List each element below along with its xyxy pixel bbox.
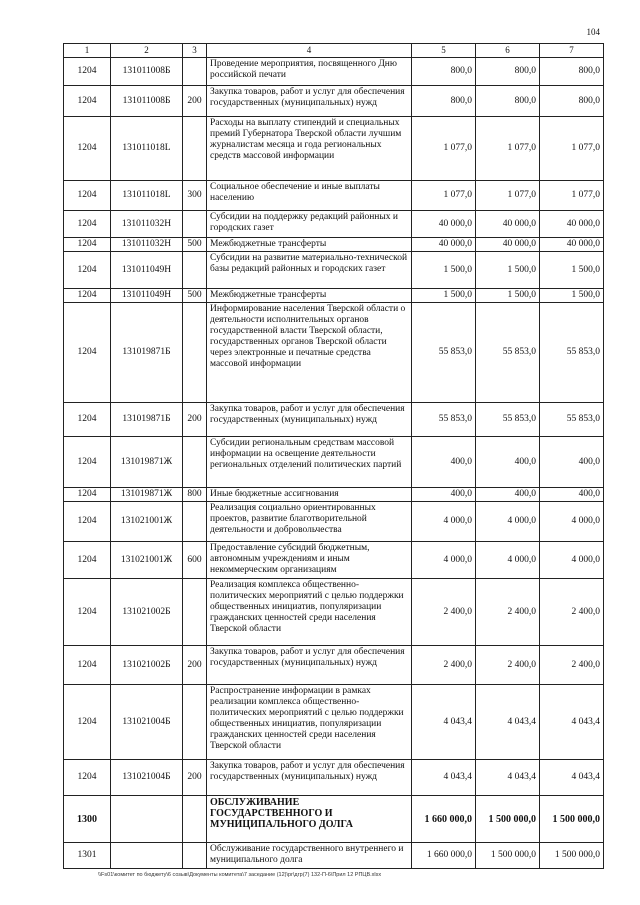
cell-c1: 1204	[64, 252, 111, 289]
cell-c5: 800,0	[412, 58, 476, 86]
cell-c2: 131021001Ж	[111, 502, 183, 542]
cell-c4: Межбюджетные трансферты	[207, 238, 412, 252]
cell-c5: 55 853,0	[412, 403, 476, 437]
cell-c7: 4 043,4	[540, 685, 604, 760]
cell-c6: 40 000,0	[476, 211, 540, 238]
cell-c6: 55 853,0	[476, 303, 540, 403]
cell-c7: 400,0	[540, 437, 604, 488]
cell-c5: 2 400,0	[412, 579, 476, 646]
cell-c7: 1 500,0	[540, 252, 604, 289]
cell-c3	[183, 502, 207, 542]
table-row	[64, 843, 604, 869]
cell-c3	[183, 685, 207, 760]
cell-c1: 1204	[64, 403, 111, 437]
cell-c2: 131019871Б	[111, 403, 183, 437]
cell-c7: 2 400,0	[540, 646, 604, 685]
table-row	[64, 488, 604, 502]
cell-c5: 55 853,0	[412, 303, 476, 403]
cell-c2: 131019871Ж	[111, 488, 183, 502]
cell-c6: 800,0	[476, 58, 540, 86]
cell-c6: 1 500 000,0	[476, 843, 540, 869]
cell-c4: Распространение информации в рамках реализации комплекса общественно-политических мероприятий с целью поддержки общественных инициатив, популяризации гражданских ценностей среди населения Тверской области	[207, 685, 412, 760]
cell-c6: 4 043,4	[476, 760, 540, 796]
cell-c4: Предоставление субсидий бюджетным, автономным учреждениям и иным некоммерческим организациям	[207, 542, 412, 579]
cell-c3: 200	[183, 86, 207, 117]
cell-c1: 1204	[64, 211, 111, 238]
cell-c7: 1 500 000,0	[540, 843, 604, 869]
cell-c2: 131011032Н	[111, 211, 183, 238]
cell-c3	[183, 796, 207, 843]
cell-c6: 2 400,0	[476, 579, 540, 646]
cell-c4: Закупка товаров, работ и услуг для обеспечения государственных (муниципальных) нужд	[207, 86, 412, 117]
header-col-5: 5	[412, 44, 476, 58]
cell-c5: 1 077,0	[412, 181, 476, 211]
cell-c2: 131021004Б	[111, 760, 183, 796]
cell-c7: 4 000,0	[540, 502, 604, 542]
cell-c3	[183, 843, 207, 869]
table-row	[64, 211, 604, 238]
table-row	[64, 181, 604, 211]
page-number: 104	[586, 27, 600, 37]
cell-c5: 2 400,0	[412, 646, 476, 685]
cell-c4: Расходы на выплату стипендий и специальных премий Губернатора Тверской области лучшим журналистам месяца и года региональных средств массовой информации	[207, 117, 412, 181]
table-row	[64, 685, 604, 760]
table-row	[64, 58, 604, 86]
table-row	[64, 403, 604, 437]
cell-c1: 1204	[64, 86, 111, 117]
cell-c2: 131011018L	[111, 181, 183, 211]
header-col-1: 1	[64, 44, 111, 58]
cell-c4: Закупка товаров, работ и услуг для обеспечения государственных (муниципальных) нужд	[207, 646, 412, 685]
table-row	[64, 579, 604, 646]
cell-c1: 1204	[64, 646, 111, 685]
cell-c2: 131021002Б	[111, 579, 183, 646]
cell-c5: 1 660 000,0	[412, 843, 476, 869]
cell-c7: 1 077,0	[540, 181, 604, 211]
cell-c3: 800	[183, 488, 207, 502]
cell-c2	[111, 796, 183, 843]
cell-c4: Проведение мероприятия, посвященного Дню российской печати	[207, 58, 412, 86]
cell-c1: 1204	[64, 437, 111, 488]
cell-c2: 131021001Ж	[111, 542, 183, 579]
cell-c1: 1204	[64, 289, 111, 303]
cell-c1: 1204	[64, 181, 111, 211]
cell-c1: 1204	[64, 579, 111, 646]
cell-c6: 400,0	[476, 437, 540, 488]
table-row	[64, 796, 604, 843]
cell-c3: 200	[183, 403, 207, 437]
cell-c1: 1204	[64, 488, 111, 502]
cell-c4: Субсидии на поддержку редакций районных и городских газет	[207, 211, 412, 238]
cell-c4: Иные бюджетные ассигнования	[207, 488, 412, 502]
cell-c7: 4 000,0	[540, 542, 604, 579]
cell-c3: 200	[183, 760, 207, 796]
table-row	[64, 252, 604, 289]
cell-c1: 1301	[64, 843, 111, 869]
cell-c5: 40 000,0	[412, 211, 476, 238]
cell-c7: 4 043,4	[540, 760, 604, 796]
cell-c3	[183, 303, 207, 403]
cell-c5: 1 500,0	[412, 252, 476, 289]
cell-c2: 131021002Б	[111, 646, 183, 685]
table-row	[64, 646, 604, 685]
file-path-footer: \\Fs01\комитет по бюджету\6 созыв\Документы комитета\7 заседание (12)\pr\дгр(7) 132-П-6\Прил 12 РПЦВ.xlsx	[98, 872, 382, 878]
table-row	[64, 117, 604, 181]
cell-c6: 1 077,0	[476, 181, 540, 211]
cell-c3	[183, 579, 207, 646]
cell-c7: 40 000,0	[540, 211, 604, 238]
cell-c2: 131011049Н	[111, 252, 183, 289]
cell-c3: 600	[183, 542, 207, 579]
cell-c7: 1 500,0	[540, 289, 604, 303]
cell-c4: Реализация социально ориентированных проектов, развитие благотворительной деятельности и добровольчества	[207, 502, 412, 542]
cell-c3	[183, 117, 207, 181]
header-col-7: 7	[540, 44, 604, 58]
cell-c1: 1204	[64, 542, 111, 579]
cell-c5: 400,0	[412, 437, 476, 488]
cell-c7: 400,0	[540, 488, 604, 502]
cell-c3: 500	[183, 238, 207, 252]
cell-c5: 800,0	[412, 86, 476, 117]
cell-c4: Реализация комплекса общественно-политических мероприятий с целью поддержки общественных инициатив, популяризации гражданских ценностей среди населения Тверской области	[207, 579, 412, 646]
header-col-2: 2	[111, 44, 183, 58]
cell-c1: 1204	[64, 502, 111, 542]
cell-c4: Субсидии региональным средствам массовой информации на освещение деятельности региональных отделений политических партий	[207, 437, 412, 488]
cell-c7: 1 500 000,0	[540, 796, 604, 843]
cell-c2: 131011018L	[111, 117, 183, 181]
table-row	[64, 303, 604, 403]
cell-c2: 131011008Б	[111, 86, 183, 117]
cell-c7: 2 400,0	[540, 579, 604, 646]
cell-c1: 1204	[64, 760, 111, 796]
cell-c6: 4 043,4	[476, 685, 540, 760]
cell-c5: 4 000,0	[412, 542, 476, 579]
cell-c6: 55 853,0	[476, 403, 540, 437]
cell-c3: 500	[183, 289, 207, 303]
cell-c5: 400,0	[412, 488, 476, 502]
cell-c3	[183, 437, 207, 488]
cell-c7: 1 077,0	[540, 117, 604, 181]
cell-c6: 2 400,0	[476, 646, 540, 685]
cell-c5: 40 000,0	[412, 238, 476, 252]
table-row	[64, 238, 604, 252]
cell-c4: Межбюджетные трансферты	[207, 289, 412, 303]
cell-c5: 4 043,4	[412, 685, 476, 760]
cell-c5: 4 000,0	[412, 502, 476, 542]
cell-c5: 4 043,4	[412, 760, 476, 796]
cell-c3: 300	[183, 181, 207, 211]
header-col-3: 3	[183, 44, 207, 58]
cell-c6: 40 000,0	[476, 238, 540, 252]
cell-c2: 131011049Н	[111, 289, 183, 303]
cell-c4: Социальное обеспечение и иные выплаты населению	[207, 181, 412, 211]
table-header-row	[64, 44, 604, 58]
cell-c4: Субсидии на развитие материально-технической базы редакций районных и городских газет	[207, 252, 412, 289]
cell-c3	[183, 211, 207, 238]
cell-c4: ОБСЛУЖИВАНИЕ ГОСУДАРСТВЕННОГО И МУНИЦИПАЛЬНОГО ДОЛГА	[207, 796, 412, 843]
cell-c1: 1300	[64, 796, 111, 843]
table-row	[64, 437, 604, 488]
table-row	[64, 760, 604, 796]
cell-c5: 1 077,0	[412, 117, 476, 181]
cell-c7: 800,0	[540, 86, 604, 117]
cell-c6: 1 500,0	[476, 289, 540, 303]
budget-table	[63, 43, 604, 869]
cell-c6: 800,0	[476, 86, 540, 117]
table-row	[64, 289, 604, 303]
cell-c6: 4 000,0	[476, 502, 540, 542]
cell-c2: 131019871Б	[111, 303, 183, 403]
header-col-6: 6	[476, 44, 540, 58]
cell-c7: 800,0	[540, 58, 604, 86]
cell-c4: Закупка товаров, работ и услуг для обеспечения государственных (муниципальных) нужд	[207, 403, 412, 437]
cell-c5: 1 500,0	[412, 289, 476, 303]
table-row	[64, 86, 604, 117]
cell-c1: 1204	[64, 303, 111, 403]
cell-c1: 1204	[64, 238, 111, 252]
cell-c6: 4 000,0	[476, 542, 540, 579]
header-col-4: 4	[207, 44, 412, 58]
cell-c4: Обслуживание государственного внутреннего и муниципального долга	[207, 843, 412, 869]
cell-c6: 400,0	[476, 488, 540, 502]
cell-c2: 131011032Н	[111, 238, 183, 252]
table-row	[64, 502, 604, 542]
cell-c7: 55 853,0	[540, 303, 604, 403]
cell-c3	[183, 58, 207, 86]
cell-c2	[111, 843, 183, 869]
cell-c1: 1204	[64, 685, 111, 760]
cell-c6: 1 500,0	[476, 252, 540, 289]
cell-c5: 1 660 000,0	[412, 796, 476, 843]
cell-c3	[183, 252, 207, 289]
cell-c7: 40 000,0	[540, 238, 604, 252]
cell-c1: 1204	[64, 58, 111, 86]
cell-c6: 1 500 000,0	[476, 796, 540, 843]
table-row	[64, 542, 604, 579]
cell-c7: 55 853,0	[540, 403, 604, 437]
cell-c6: 1 077,0	[476, 117, 540, 181]
cell-c1: 1204	[64, 117, 111, 181]
cell-c2: 131021004Б	[111, 685, 183, 760]
cell-c3: 200	[183, 646, 207, 685]
cell-c4: Закупка товаров, работ и услуг для обеспечения государственных (муниципальных) нужд	[207, 760, 412, 796]
cell-c2: 131011008Б	[111, 58, 183, 86]
cell-c4: Информирование населения Тверской области о деятельности исполнительных органов государственной власти Тверской области, государственных органов Тверской области через электронные и печатные средства массовой информации	[207, 303, 412, 403]
cell-c2: 131019871Ж	[111, 437, 183, 488]
